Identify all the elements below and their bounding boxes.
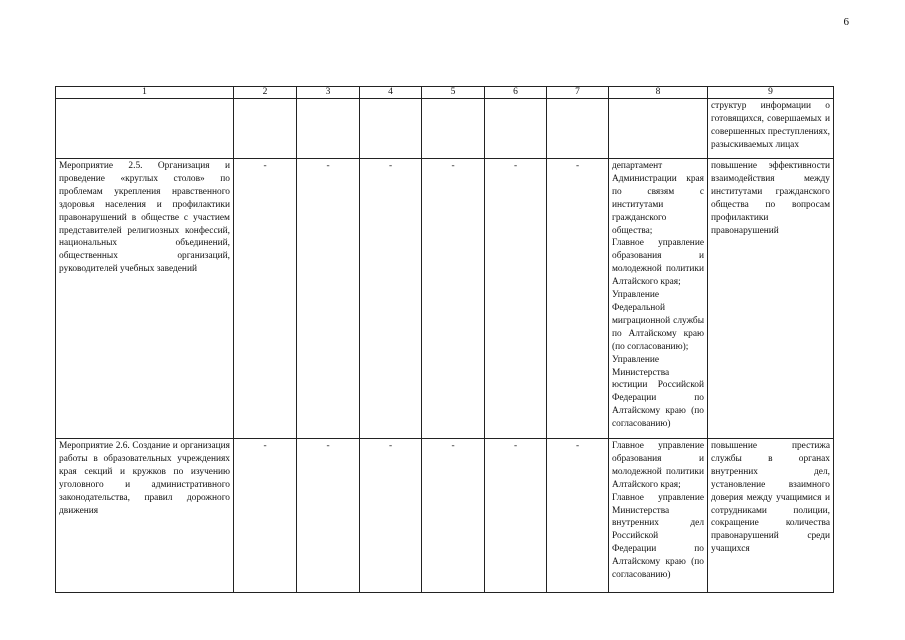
value-cell: - [547,159,609,439]
page-number: 6 [843,16,849,28]
measure-cell [56,99,234,159]
measures-table [55,86,834,593]
executor-entry: департамент Администрации края по связям с институтами гражданского общества; [612,161,704,236]
value-cell [485,99,547,159]
value-cell: - [360,159,422,439]
executor-entry: Управление Министерства юстиции Российской Федерации по Алтайскому краю (по согласованию) [612,354,704,430]
col-header: 4 [360,87,422,99]
executor-cell [609,99,708,159]
executor-entry: Главное управление образования и молодежной политики Алтайского края; [612,441,704,490]
col-header: 9 [708,87,834,99]
measure-cell: Мероприятие 2.6. Создание и организация работы в образовательных учреждениях края секций и кружков по изучению уголовного и административного законодательства, правил дорожного движения [56,439,234,593]
value-cell: - [422,159,485,439]
measure-cell: Мероприятие 2.5. Организация и проведение «круглых столов» по проблемам укрепления нравственного здоровья населения и профилактики правонарушений в обществе с участием представителей религиозных конфессий, национальных объединений, общественных организаций, руководителей учебных заведений [56,159,234,439]
table-row [56,159,834,439]
value-cell: - [360,439,422,593]
value-cell [422,99,485,159]
executor-entry: Главное управление образования и молодежной политики Алтайского края; [612,238,704,288]
value-cell: - [422,439,485,593]
table-row [56,439,834,593]
result-cell: повышение эффективности взаимодействия между институтами гражданского общества по вопросам профилактики правонарушений [708,159,834,439]
value-cell: - [234,439,297,593]
col-header: 1 [56,87,234,99]
table-row [56,99,834,159]
value-cell: - [547,439,609,593]
value-cell [297,99,360,159]
col-header: 7 [547,87,609,99]
value-cell [234,99,297,159]
header-row [56,87,834,99]
value-cell: - [485,159,547,439]
value-cell: - [297,439,360,593]
value-cell: - [234,159,297,439]
executor-entry: Главное управление Министерства внутренних дел Российской Федерации по Алтайскому краю (по согласованию) [612,492,704,581]
executor-entry: Управление Федеральной миграционной службы по Алтайскому краю (по согласованию); [612,290,704,352]
value-cell: - [297,159,360,439]
value-cell [360,99,422,159]
executor-cell [609,439,708,593]
col-header: 2 [234,87,297,99]
col-header: 6 [485,87,547,99]
executor-cell [609,159,708,439]
result-cell: структур информации о готовящихся, совершаемых и совершенных преступлениях, разыскиваемых лицах [708,99,834,159]
value-cell [547,99,609,159]
col-header: 3 [297,87,360,99]
col-header: 8 [609,87,708,99]
col-header: 5 [422,87,485,99]
value-cell: - [485,439,547,593]
result-cell: повышение престижа службы в органах внутренних дел, установление взаимного доверия между учащимися и сотрудниками полиции, сокращение количества правонарушений среди учащихся [708,439,834,593]
